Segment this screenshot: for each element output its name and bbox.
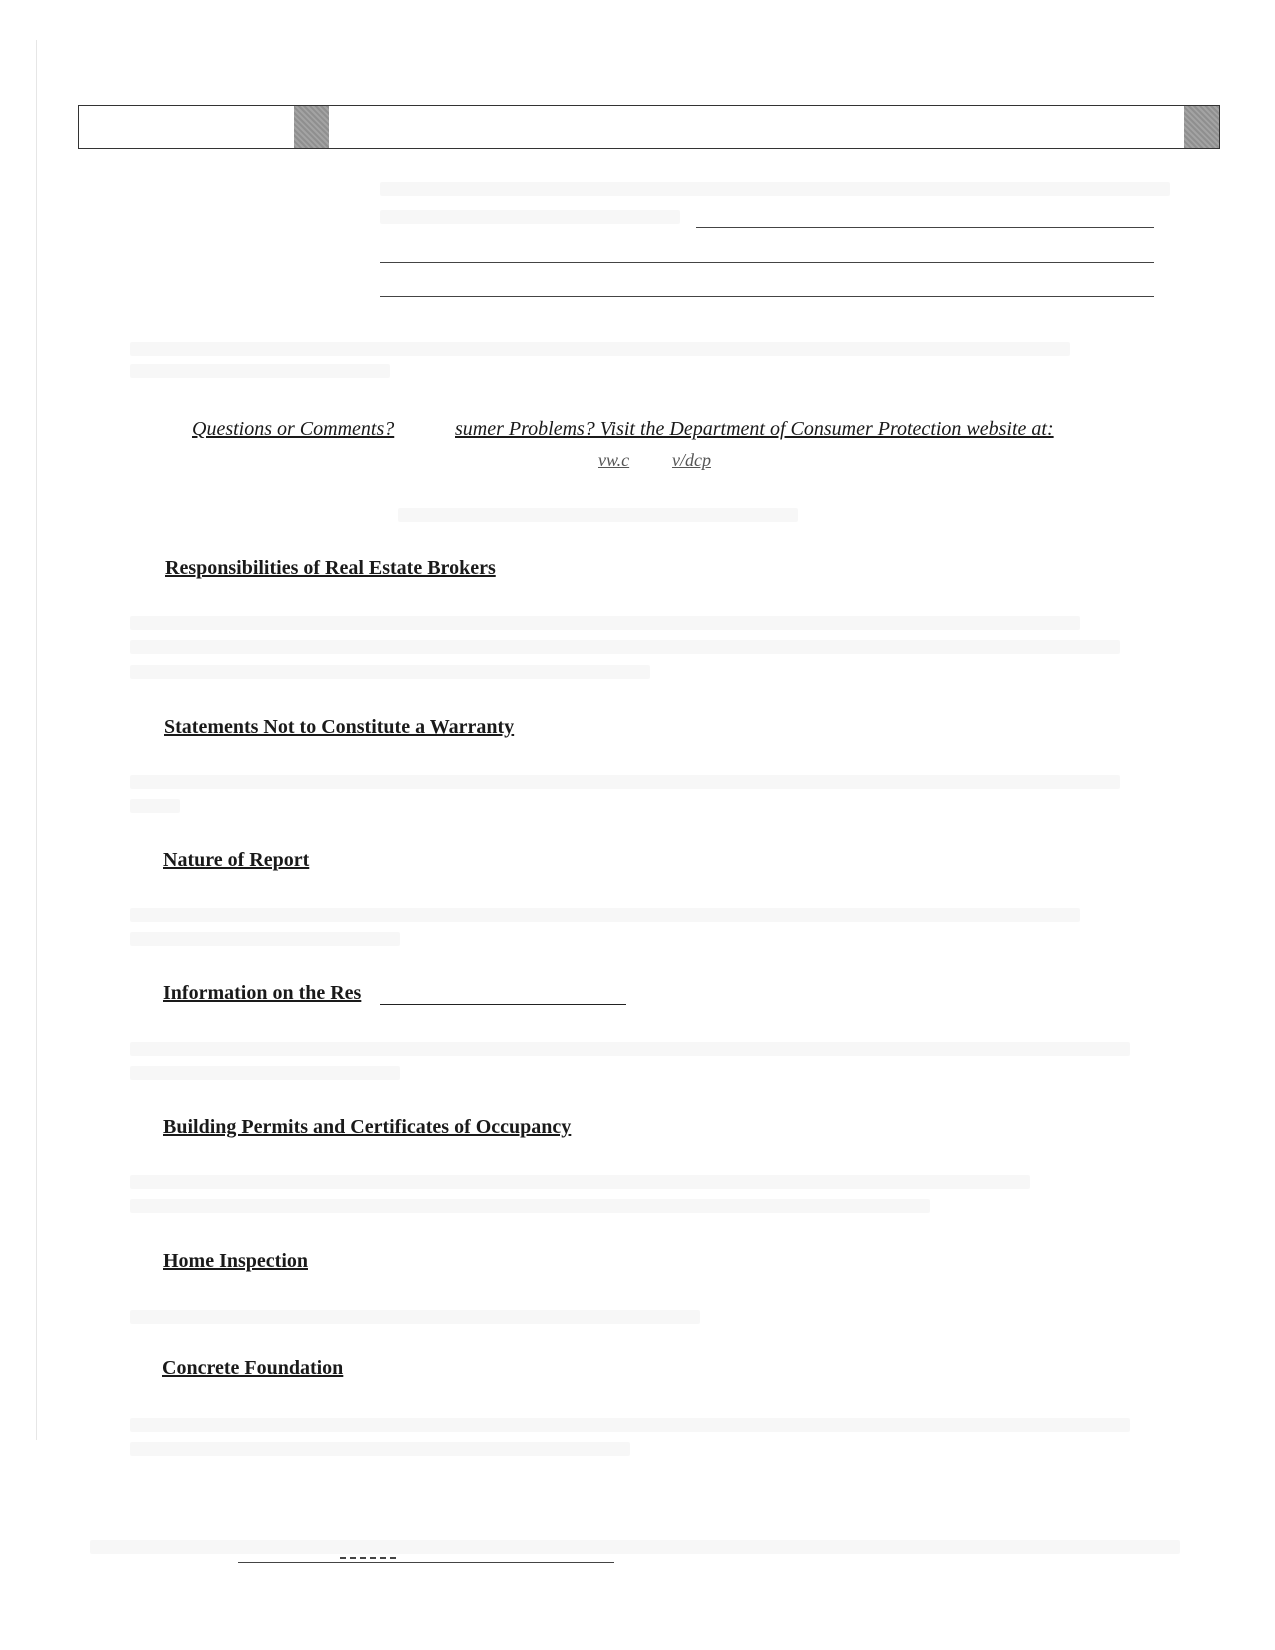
faint-text (130, 799, 180, 813)
faint-text (380, 182, 1170, 196)
header-box (78, 105, 1220, 149)
heading-nature-of-report: Nature of Report (163, 849, 310, 871)
form-line[interactable] (380, 262, 1154, 263)
heading-home-inspection: Home Inspection (163, 1250, 308, 1272)
faint-text (398, 508, 798, 522)
header-shade-right (1184, 106, 1219, 148)
faint-text (130, 908, 1080, 922)
heading-underline-extension (380, 1004, 626, 1005)
faint-text (130, 1442, 630, 1456)
faint-text (90, 1540, 1180, 1554)
page-edge (36, 40, 37, 1440)
heading-warranty: Statements Not to Constitute a Warranty (164, 716, 515, 738)
heading-building-permits: Building Permits and Certificates of Occupancy (163, 1116, 572, 1138)
faint-text (380, 210, 680, 224)
faint-text (130, 342, 1070, 356)
faint-text (130, 640, 1120, 654)
form-line[interactable] (380, 296, 1154, 297)
faint-text (130, 1042, 1130, 1056)
faint-text (130, 665, 650, 679)
dcp-url-part2[interactable]: v/dcp (672, 450, 711, 470)
faint-text (130, 1310, 700, 1324)
heading-concrete-foundation: Concrete Foundation (162, 1357, 344, 1379)
faint-text (130, 1066, 400, 1080)
dcp-url-part1[interactable]: vw.c (598, 450, 630, 470)
faint-text (130, 1418, 1130, 1432)
signature-line[interactable] (238, 1562, 614, 1563)
faint-text (130, 932, 400, 946)
faint-text (130, 364, 390, 378)
form-line[interactable] (696, 227, 1154, 228)
heading-responsibilities: Responsibilities of Real Estate Brokers (165, 557, 496, 579)
consumer-problems-label: sumer Problems? Visit the Department of Consumer Protection website at: (455, 418, 1054, 440)
faint-text (130, 616, 1080, 630)
faint-text (130, 775, 1120, 789)
faint-text (130, 1175, 1030, 1189)
signature-mark (340, 1557, 396, 1559)
questions-label: Questions or Comments? (192, 418, 395, 440)
header-shade-left (294, 106, 329, 148)
heading-information-on-res: Information on the Res (163, 982, 362, 1004)
faint-text (130, 1199, 930, 1213)
